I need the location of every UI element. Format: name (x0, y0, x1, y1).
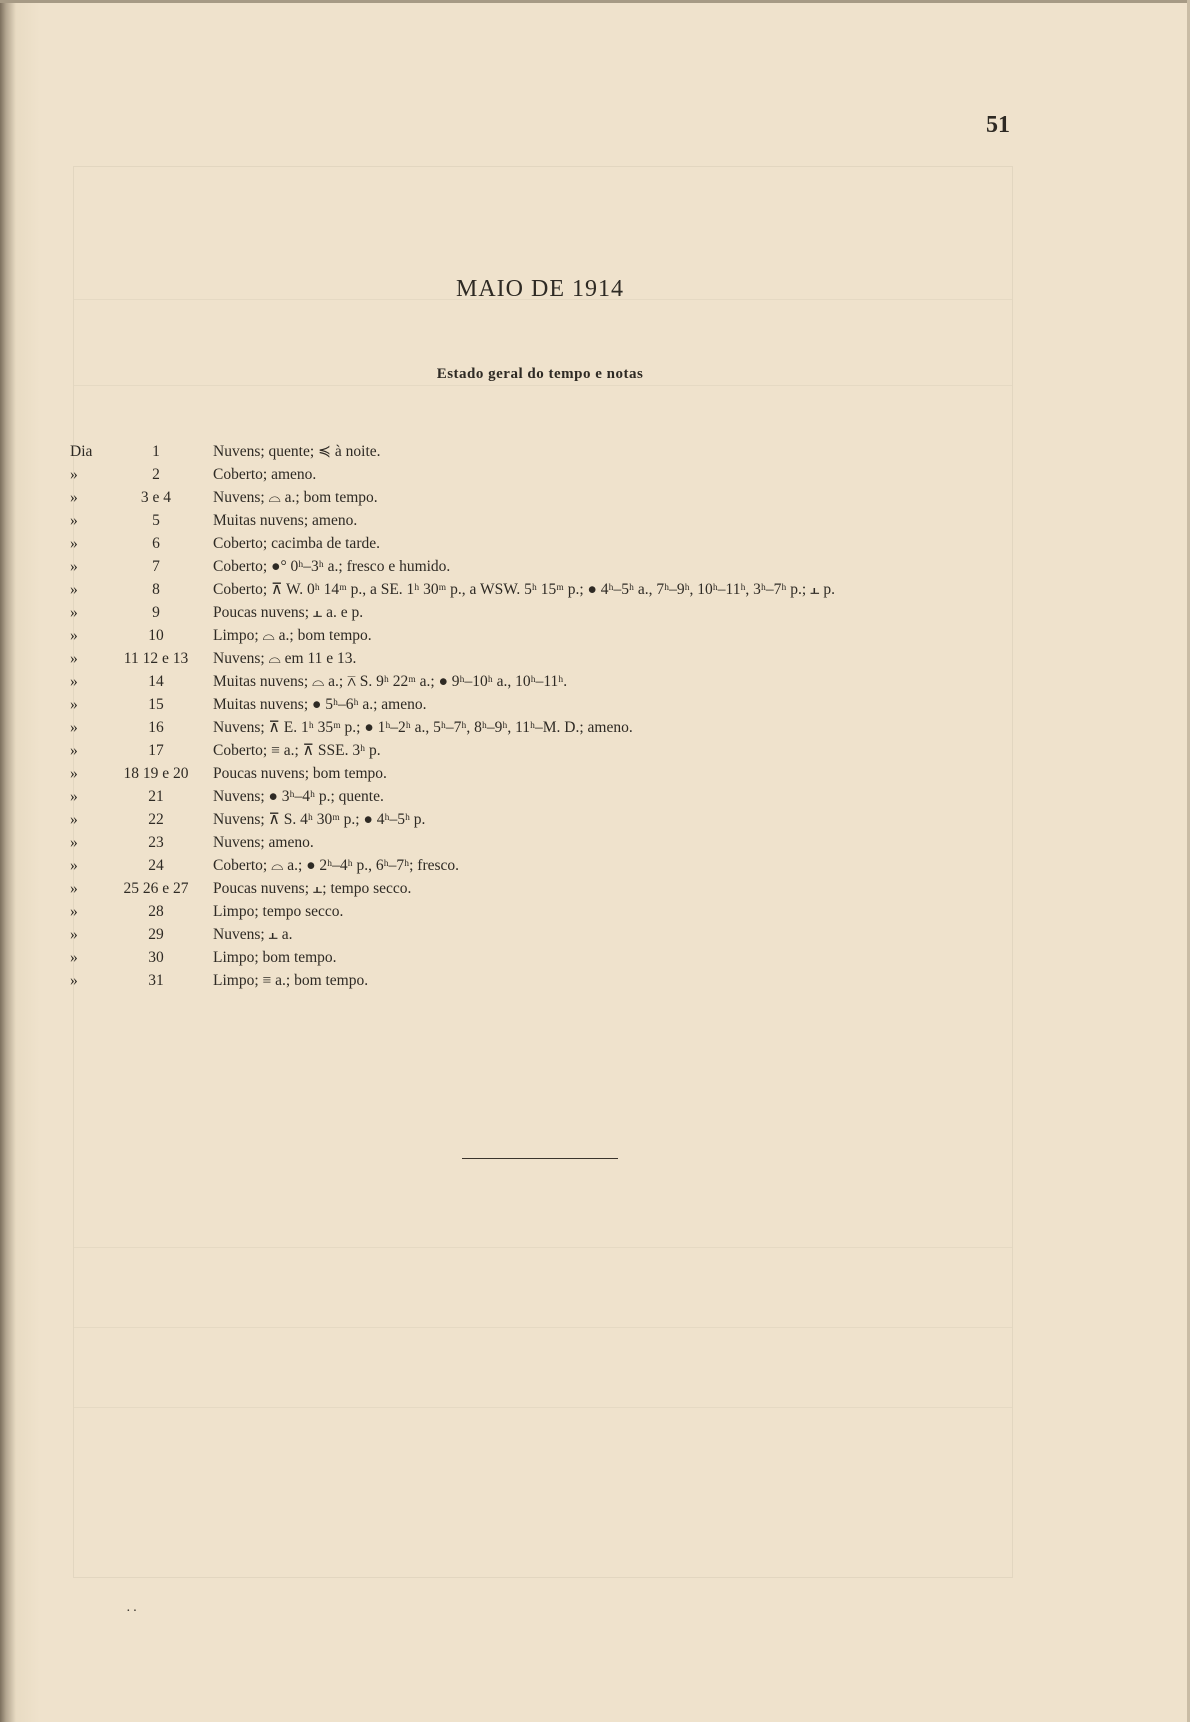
row-day: 23 (148, 834, 164, 851)
row-note: Nuvens; quente; ≼ à noite. (213, 443, 381, 460)
row-lead: » (70, 650, 78, 667)
row-note: Nuvens; ⊼ E. 1ʰ 35ᵐ p.; ● 1ʰ–2ʰ a., 5ʰ–7ʰ, 8ʰ–9ʰ, 11ʰ–M. D.; ameno. (213, 719, 633, 736)
row-note: Limpo; tempo secco. (213, 903, 344, 920)
row-day: 17 (148, 742, 164, 759)
row-note: Limpo; ⌓ a.; bom tempo. (213, 627, 372, 644)
row-note: Limpo; ≡ a.; bom tempo. (213, 972, 369, 989)
row-lead: » (70, 857, 78, 874)
list-item (0, 716, 1190, 739)
row-day: 15 (148, 696, 164, 713)
row-lead: » (70, 765, 78, 782)
row-lead: » (70, 535, 78, 552)
row-day: 1 (152, 443, 160, 460)
row-day: 28 (148, 903, 164, 920)
row-day: 16 (148, 719, 164, 736)
list-item (0, 486, 1190, 509)
row-day: 24 (148, 857, 164, 874)
row-lead: » (70, 972, 78, 989)
row-day: 7 (152, 558, 160, 575)
page-title: MAIO DE 1914 (456, 276, 624, 302)
row-lead: » (70, 788, 78, 805)
row-note: Coberto; ⊼ W. 0ʰ 14ᵐ p., a SE. 1ʰ 30ᵐ p., a WSW. 5ʰ 15ᵐ p.; ● 4ʰ–5ʰ a., 7ʰ–9ʰ, 10ʰ–11ʰ, 3ʰ–7ʰ p.; ⫠ p. (213, 581, 835, 598)
row-note: Muitas nuvens; ameno. (213, 512, 358, 529)
list-item (0, 440, 1190, 463)
row-lead: » (70, 558, 78, 575)
row-note: Muitas nuvens; ● 5ʰ–6ʰ a.; ameno. (213, 696, 427, 713)
row-lead: » (70, 742, 78, 759)
row-day: 6 (152, 535, 160, 552)
row-note: Nuvens; ⫠ a. (213, 926, 293, 943)
row-day: 22 (148, 811, 164, 828)
row-day: 21 (148, 788, 164, 805)
list-item (0, 670, 1190, 693)
row-note: Coberto; ●° 0ʰ–3ʰ a.; fresco e humido. (213, 558, 451, 575)
row-lead: » (70, 489, 78, 506)
list-item (0, 808, 1190, 831)
row-day: 18 19 e 20 (123, 765, 189, 782)
row-lead: » (70, 627, 78, 644)
row-lead: » (70, 719, 78, 736)
list-item (0, 854, 1190, 877)
row-lead: » (70, 673, 78, 690)
list-item (0, 647, 1190, 670)
row-lead: » (70, 512, 78, 529)
list-item (0, 739, 1190, 762)
row-lead: Dia (70, 443, 93, 460)
row-lead: » (70, 581, 78, 598)
row-day: 11 12 e 13 (123, 650, 189, 667)
list-item (0, 532, 1190, 555)
row-note: Coberto; ⌓ a.; ● 2ʰ–4ʰ p., 6ʰ–7ʰ; fresco. (213, 857, 460, 874)
list-item (0, 762, 1190, 785)
page-edge-top (0, 0, 1190, 3)
row-note: Muitas nuvens; ⌓ a.; ⊼ S. 9ʰ 22ᵐ a.; ● 9ʰ–10ʰ a., 10ʰ–11ʰ. (213, 673, 568, 690)
row-note: Nuvens; ● 3ʰ–4ʰ p.; quente. (213, 788, 384, 805)
row-day: 5 (152, 512, 160, 529)
stray-marks: ·· (126, 1604, 140, 1619)
section-subtitle: Estado geral do tempo e notas (436, 366, 644, 382)
list-item (0, 969, 1190, 992)
list-item (0, 509, 1190, 532)
list-item (0, 601, 1190, 624)
row-note: Nuvens; ⌓ a.; bom tempo. (213, 489, 378, 506)
row-note: Poucas nuvens; ⫠ a. e p. (213, 604, 364, 621)
row-day: 9 (152, 604, 160, 621)
row-lead: » (70, 949, 78, 966)
list-item (0, 624, 1190, 647)
row-note: Poucas nuvens; bom tempo. (213, 765, 387, 782)
row-lead: » (70, 926, 78, 943)
row-note: Nuvens; ameno. (213, 834, 314, 851)
row-note: Coberto; cacimba de tarde. (213, 535, 380, 552)
list-item (0, 578, 1190, 601)
list-item (0, 923, 1190, 946)
list-item (0, 946, 1190, 969)
row-day: 8 (152, 581, 160, 598)
row-day: 25 26 e 27 (123, 880, 189, 897)
row-lead: » (70, 903, 78, 920)
list-item (0, 463, 1190, 486)
row-note: Poucas nuvens; ⫠; tempo secco. (213, 880, 412, 897)
list-item (0, 693, 1190, 716)
row-note: Coberto; ≡ a.; ⊼ SSE. 3ʰ p. (213, 742, 381, 759)
row-note: Nuvens; ⌓ em 11 e 13. (213, 650, 357, 667)
row-note: Nuvens; ⊼ S. 4ʰ 30ᵐ p.; ● 4ʰ–5ʰ p. (213, 811, 426, 828)
list-item (0, 555, 1190, 578)
row-lead: » (70, 834, 78, 851)
row-day: 30 (148, 949, 164, 966)
row-day: 14 (148, 673, 164, 690)
row-day: 3 e 4 (140, 489, 172, 506)
list-item (0, 785, 1190, 808)
row-day: 29 (148, 926, 164, 943)
row-note: Limpo; bom tempo. (213, 949, 337, 966)
list-item (0, 831, 1190, 854)
row-day: 2 (152, 466, 160, 483)
row-lead: » (70, 696, 78, 713)
row-lead: » (70, 880, 78, 897)
list-item (0, 877, 1190, 900)
row-day: 10 (148, 627, 164, 644)
closing-rule (462, 1158, 618, 1159)
row-note: Coberto; ameno. (213, 466, 317, 483)
row-day: 31 (148, 972, 164, 989)
row-lead: » (70, 811, 78, 828)
list-item (0, 900, 1190, 923)
row-lead: » (70, 466, 78, 483)
row-lead: » (70, 604, 78, 621)
page-number: 51 (986, 112, 1010, 138)
